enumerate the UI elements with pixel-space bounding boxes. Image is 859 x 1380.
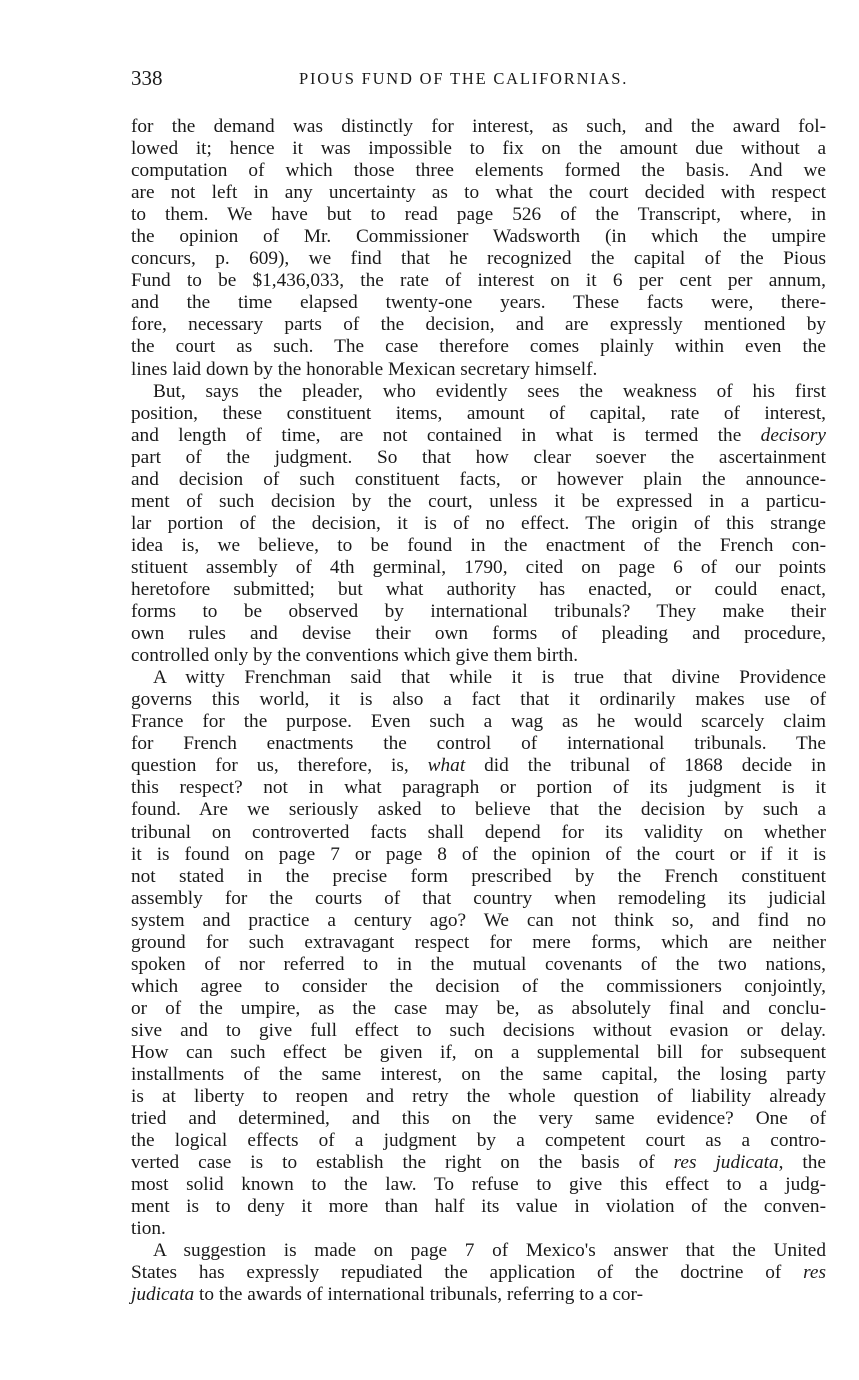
running-title: PIOUS FUND OF THE CALIFORNIAS.	[299, 69, 629, 88]
paragraph	[131, 381, 826, 668]
paragraph	[131, 1240, 826, 1306]
text-line: question for us, therefore, is, what did the tribunal of 1868 decide in	[131, 755, 826, 777]
text-line: for the demand was distinctly for interest, as such, and the award fol-	[131, 116, 826, 137]
text-line: lowed it; hence it was impossible to fix on the amount due without a	[131, 138, 826, 160]
text-line: or of the umpire, as the case may be, as absolutely final and conclu-	[131, 997, 826, 1019]
text-line: tion.	[131, 1218, 166, 1240]
text-line: ground for such extravagant respect for mere forms, which are neither	[131, 931, 826, 953]
text-line: which agree to consider the decision of the commissioners conjointly,	[131, 975, 826, 997]
text-line: judicata to the awards of international tribunals, referring to a cor-	[131, 1284, 644, 1306]
text-line: spoken of nor referred to in the mutual covenants of the two nations,	[131, 953, 826, 975]
text-line: installments of the same interest, on the same capital, the losing party	[131, 1064, 826, 1086]
text-line: assembly for the courts of that country when remodeling its judicial	[131, 887, 826, 909]
text-line: Fund to be $1,436,033, the rate of interest on it 6 per cent per annum,	[131, 270, 826, 292]
text-line: the court as such. The case therefore comes plainly within even the	[131, 336, 826, 358]
page-number: 338	[131, 66, 163, 90]
text-line: computation of which those three elements formed the basis. And we	[131, 160, 826, 182]
text-line: and the time elapsed twenty-one years. These facts were, there-	[131, 292, 826, 314]
text-line: A witty Frenchman said that while it is true that divine Providence	[153, 667, 826, 689]
text-line: and length of time, are not contained in what is termed the decisory	[131, 424, 826, 446]
text-line: forms to be observed by international tribunals? They make their	[131, 601, 826, 623]
text-line: tried and determined, and this on the very same evidence? One of	[131, 1108, 826, 1130]
text-line: are not left in any uncertainty as to what the court decided with respect	[131, 182, 826, 204]
paragraph	[131, 667, 826, 1240]
text-line: France for the purpose. Even such a wag as he would scarcely claim	[131, 711, 826, 733]
text-line: the opinion of Mr. Commissioner Wadsworth (in which the umpire	[131, 226, 826, 248]
text-line: How can such effect be given if, on a supplemental bill for subsequent	[131, 1041, 826, 1063]
text-line: controlled only by the conventions which give them birth.	[131, 645, 579, 667]
text-line: idea is, we believe, to be found in the enactment of the French con-	[131, 534, 826, 556]
text-line: system and practice a century ago? We can not think so, and find no	[131, 909, 826, 931]
text-line: for French enactments the control of international tribunals. The	[131, 733, 826, 755]
text-line: own rules and devise their own forms of pleading and procedure,	[131, 623, 826, 645]
text-line: verted case is to establish the right on the basis of res judicata, the	[131, 1152, 826, 1174]
text-line: part of the judgment. So that how clear soever the ascertainment	[131, 446, 826, 468]
text-line: stituent assembly of 4th germinal, 1790, cited on page 6 of our points	[131, 556, 826, 578]
text-line: found. Are we seriously asked to believe that the decision by such a	[131, 799, 826, 821]
text-line: most solid known to the law. To refuse to give this effect to a judg-	[131, 1174, 826, 1196]
text-line: this respect? not in what paragraph or portion of its judgment is it	[131, 777, 826, 799]
text-line: States has expressly repudiated the application of the doctrine of res	[131, 1262, 826, 1284]
text-line: governs this world, it is also a fact that it ordinarily makes use of	[131, 689, 826, 711]
text-line: ment is to deny it more than half its value in violation of the conven-	[131, 1196, 826, 1218]
text-line: concurs, p. 609), we find that he recognized the capital of the Pious	[131, 248, 826, 270]
paragraph	[131, 116, 826, 381]
text-line: sive and to give full effect to such decisions without evasion or delay.	[131, 1019, 826, 1041]
text-line: tribunal on controverted facts shall depend for its validity on whether	[131, 821, 826, 843]
text-line: ment of such decision by the court, unless it be expressed in a particu-	[131, 490, 826, 512]
text-line: But, says the pleader, who evidently sees the weakness of his first	[153, 380, 826, 402]
text-line: heretofore submitted; but what authority has enacted, or could enact,	[131, 578, 826, 600]
text-line: position, these constituent items, amount of capital, rate of interest,	[131, 402, 826, 424]
text-line: the logical effects of a judgment by a competent court as a contro-	[131, 1130, 826, 1152]
body-text	[131, 116, 826, 1307]
text-line: lar portion of the decision, it is of no effect. The origin of this strange	[131, 512, 826, 534]
text-line: fore, necessary parts of the decision, and are expressly mentioned by	[131, 314, 826, 336]
text-line: and decision of such constituent facts, or however plain the announce-	[131, 468, 826, 490]
text-line: is at liberty to reopen and retry the whole question of liability already	[131, 1086, 826, 1108]
text-line: A suggestion is made on page 7 of Mexico's answer that the United	[153, 1240, 826, 1262]
text-line: it is found on page 7 or page 8 of the opinion of the court or if it is	[131, 843, 826, 865]
text-line: to them. We have but to read page 526 of the Transcript, where, in	[131, 204, 826, 226]
page-header	[131, 66, 826, 96]
text-line: not stated in the precise form prescribed by the French constituent	[131, 865, 826, 887]
text-line: lines laid down by the honorable Mexican secretary himself.	[131, 358, 598, 380]
